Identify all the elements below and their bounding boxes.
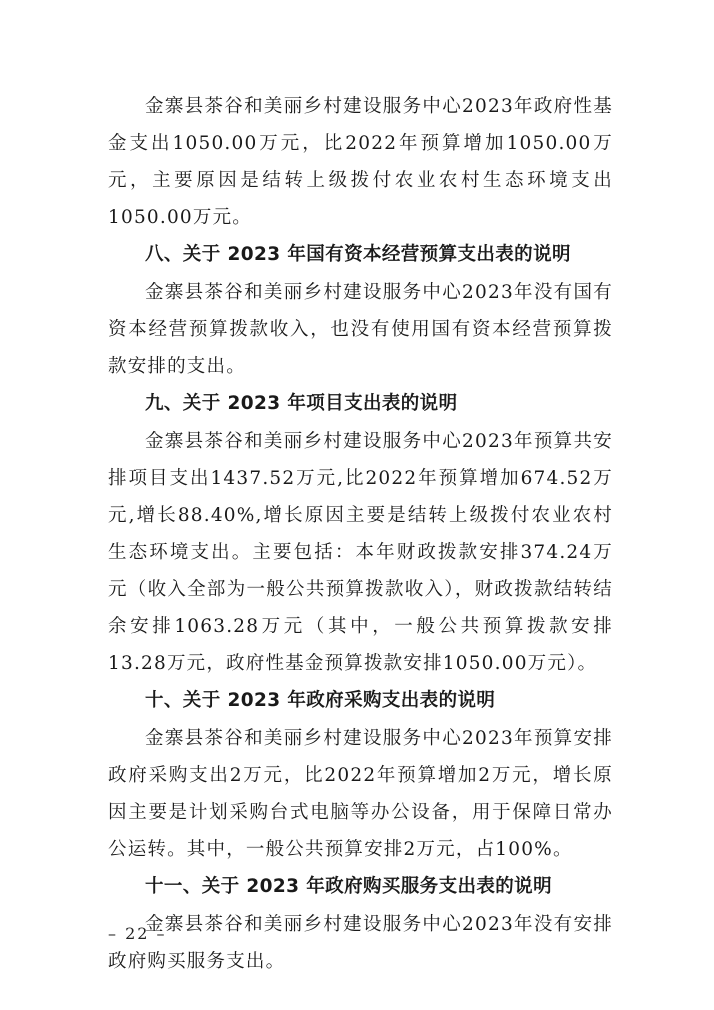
paragraph-government-service-purchase: 金寨县茶谷和美丽乡村建设服务中心2023年没有安排政府购买服务支出。 (108, 914, 613, 972)
section-heading-10: 十、关于 2023 年政府采购支出表的说明 (145, 690, 496, 711)
document-body (108, 88, 613, 980)
paragraph-state-capital-budget: 金寨县茶谷和美丽乡村建设服务中心2023年没有国有资本经营预算拨款收入，也没有使用国有资本经营预算拨款安排的支出。 (108, 282, 613, 377)
paragraph-government-procurement: 金寨县茶谷和美丽乡村建设服务中心2023年预算安排政府采购支出2万元，比2022年预算增加2万元，增长原因主要是计划采购台式电脑等办公设备，用于保障日常办公运转。其中，一般公共预算安排2万元，占100%。 (108, 728, 613, 860)
page-number: – 22 – (108, 924, 167, 943)
section-heading-8: 八、关于 2023 年国有资本经营预算支出表的说明 (145, 244, 571, 265)
section-heading-11: 十一、关于 2023 年政府购买服务支出表的说明 (145, 876, 552, 897)
paragraph-government-fund-expenditure: 金寨县茶谷和美丽乡村建设服务中心2023年政府性基金支出1050.00万元，比2022年预算增加1050.00万元，主要原因是结转上级拨付农业农村生态环境支出1050.00万元。 (108, 96, 613, 228)
paragraph-project-expenditure: 金寨县茶谷和美丽乡村建设服务中心2023年预算共安排项目支出1437.52万元,比2022年预算增加674.52万元,增长88.40%,增长原因主要是结转上级拨付农业农村生态环境支出。主要包括：本年财政拨款安排374.24万元（收入全部为一般公共预算拨款收入），财政拨款结转结余安排1063.28万元（其中，一般公共预算拨款安排13.28万元，政府性基金预算拨款安排1050.00万元）。 (108, 431, 613, 674)
section-heading-9: 九、关于 2023 年项目支出表的说明 (145, 393, 458, 414)
